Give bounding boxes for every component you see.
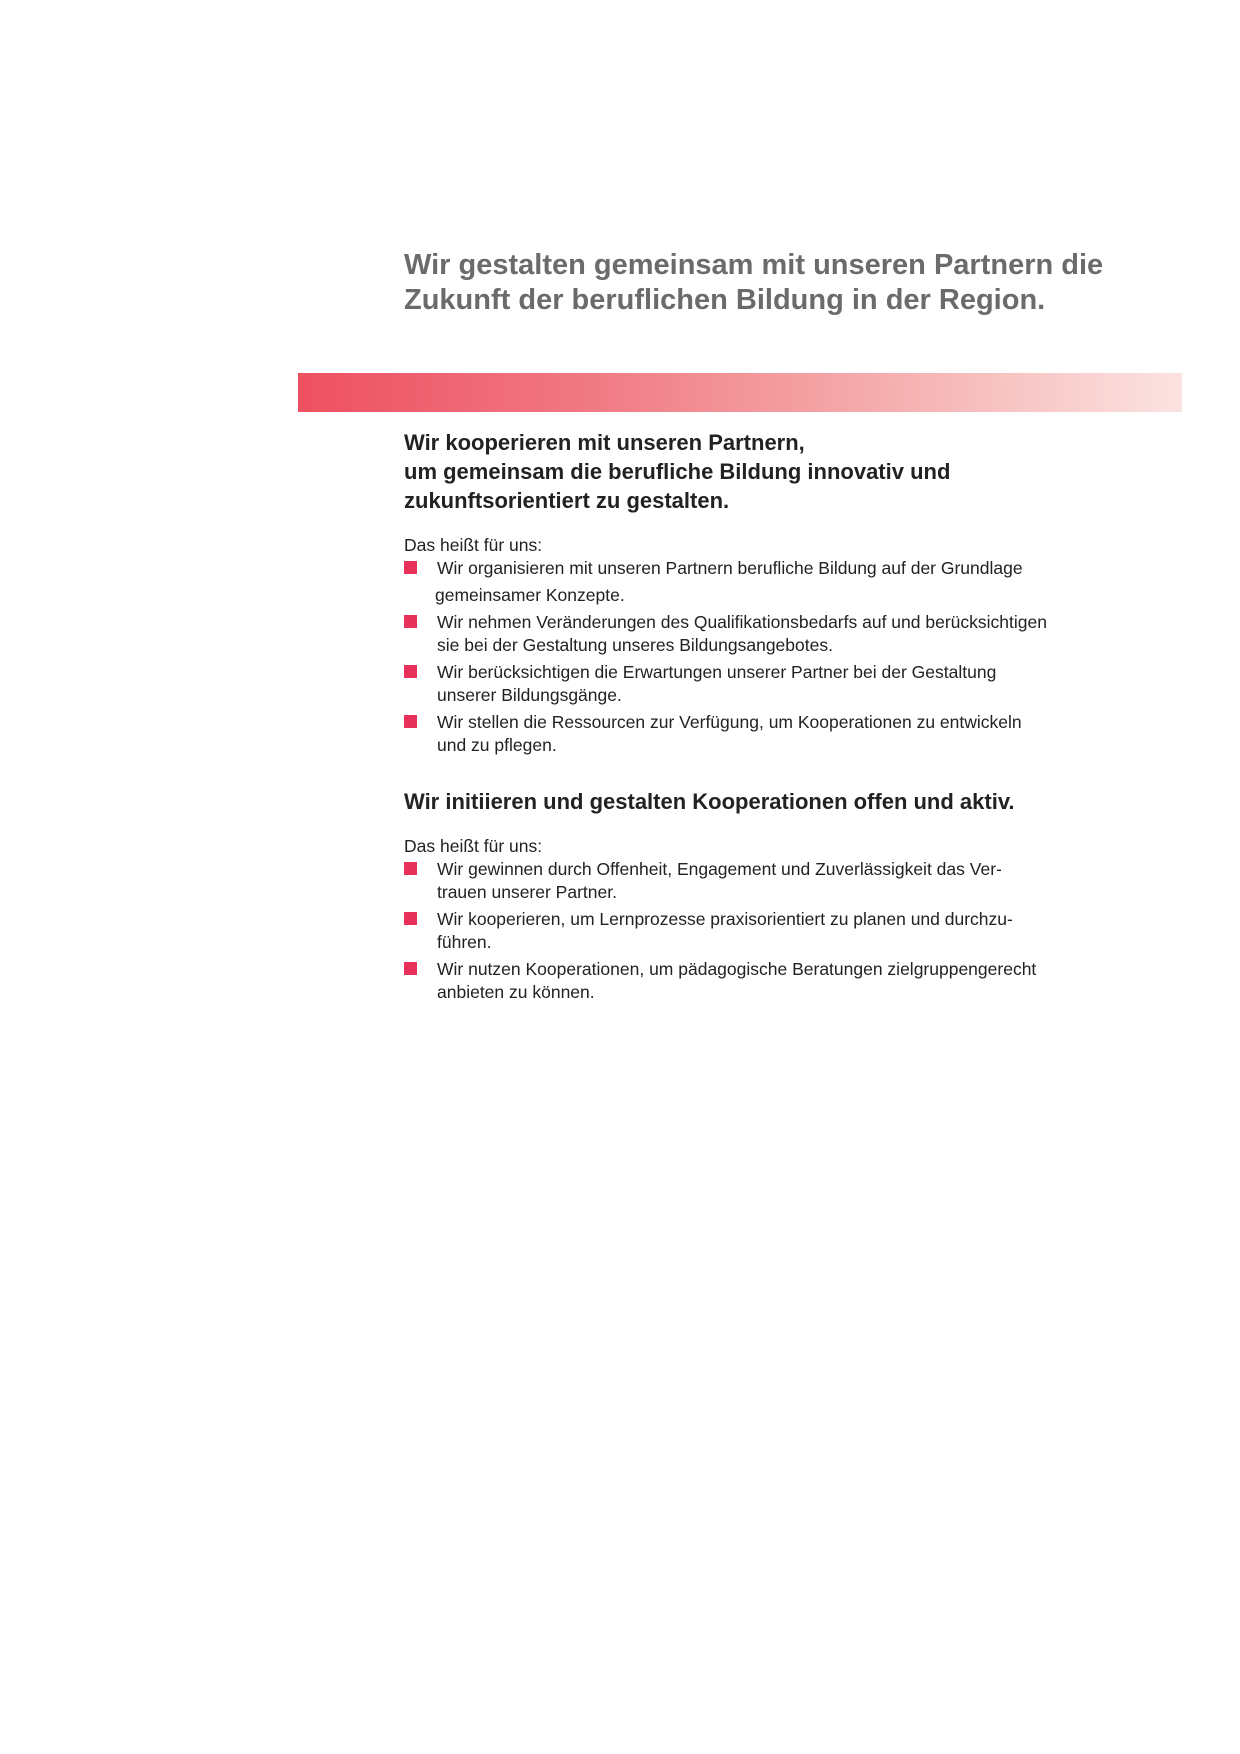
square-bullet-icon xyxy=(404,912,417,925)
page-title xyxy=(404,248,1164,318)
bullet-list xyxy=(404,858,1124,1004)
page-title-line: Zukunft der beruflichen Bildung in der Region. xyxy=(404,284,1046,316)
section-heading xyxy=(404,428,1124,515)
list-item-line: und zu pflegen. xyxy=(437,735,557,755)
gradient-band xyxy=(298,373,1182,412)
list-item-line: anbieten zu können. xyxy=(437,982,595,1002)
list-item xyxy=(404,858,1124,904)
list-item-line: führen. xyxy=(437,932,492,952)
list-item-line: Wir berücksichtigen die Erwartungen unserer Partner bei der Gestaltung xyxy=(437,662,997,682)
list-item xyxy=(404,958,1124,1004)
list-item-line: Wir stellen die Ressourcen zur Verfügung, um Kooperationen zu entwickeln xyxy=(437,712,1022,732)
list-item-line: trauen unserer Partner. xyxy=(437,882,617,902)
list-item-line: Wir kooperieren, um Lernprozesse praxisorientiert zu planen und durchzu- xyxy=(437,909,1013,929)
square-bullet-icon xyxy=(404,862,417,875)
content-column xyxy=(404,428,1124,1004)
section-cooperation xyxy=(404,428,1124,757)
list-item-line: Wir nutzen Kooperationen, um pädagogische Beratungen zielgruppengerecht xyxy=(437,959,1037,979)
section-heading: Wir initiieren und gestalten Kooperationen offen und aktiv. xyxy=(404,789,1015,814)
bullet-list xyxy=(404,557,1124,757)
list-item xyxy=(404,908,1124,954)
section-heading-line: Wir kooperieren mit unseren Partnern, xyxy=(404,430,805,455)
list-item-line: Wir gewinnen durch Offenheit, Engagement und Zuverlässigkeit das Ver- xyxy=(437,859,1002,879)
square-bullet-icon xyxy=(404,962,417,975)
list-item xyxy=(404,557,1124,607)
section-heading-line: zukunftsorientiert zu gestalten. xyxy=(404,488,730,513)
section-intro: Das heißt für uns: xyxy=(404,836,543,856)
list-item-line: sie bei der Gestaltung unseres Bildungsangebotes. xyxy=(437,635,833,655)
square-bullet-icon xyxy=(404,665,417,678)
list-item-line: Wir nehmen Veränderungen des Qualifikationsbedarfs auf und berücksichtigen xyxy=(437,612,1047,632)
list-item-line: Wir organisieren mit unseren Partnern berufliche Bildung auf der Grundlage xyxy=(437,558,1023,578)
square-bullet-icon xyxy=(404,715,417,728)
list-item-line: unserer Bildungsgänge. xyxy=(437,685,622,705)
list-item xyxy=(404,611,1124,657)
page-title-line: Wir gestalten gemeinsam mit unseren Partnern die xyxy=(404,249,1104,281)
list-item xyxy=(404,711,1124,757)
square-bullet-icon xyxy=(404,561,417,574)
section-initiative xyxy=(404,787,1124,1004)
list-item-line: gemeinsamer Konzepte. xyxy=(435,585,625,605)
square-bullet-icon xyxy=(404,615,417,628)
section-heading-line: um gemeinsam die berufliche Bildung innovativ und xyxy=(404,459,951,484)
section-intro: Das heißt für uns: xyxy=(404,535,543,555)
list-item xyxy=(404,661,1124,707)
